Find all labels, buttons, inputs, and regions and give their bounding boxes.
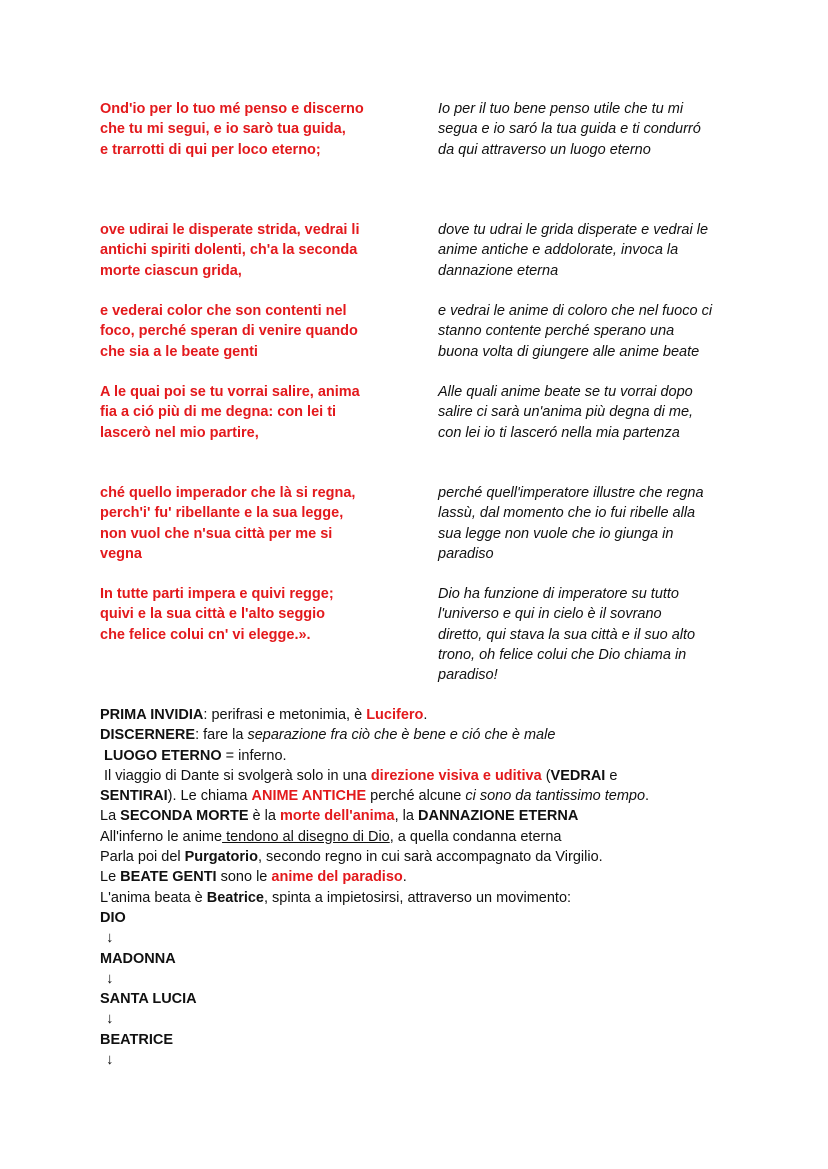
note-anime-antiche: SENTIRAI). Le chiama ANIME ANTICHE perché alcune ci sono da tantissimo tempo. [100, 788, 650, 805]
translation: e vedrai le anime di coloro che nel fuoco ci stanno contente perché sperano una buona volta di giungere alle anime beate [438, 303, 713, 360]
original-verse: ove udirai le disperate strida, vedrai li antichi spiriti dolenti, ch'a la seconda morte ciascun grida, [100, 222, 360, 279]
original-verse: Ond'io per lo tuo mé penso e discerno che tu mi segui, e io sarò tua guida, e trarrotti di qui per loco eterno; [100, 101, 364, 158]
down-arrow-icon: ↓ [106, 929, 114, 947]
note-seconda-morte: La SECONDA MORTE è la morte dell'anima, la DANNAZIONE ETERNA [100, 808, 579, 825]
original-verse: A le quai poi se tu vorrai salire, anima fia a ció più di me degna: con lei ti lascerò nel mio partire, [100, 384, 360, 441]
original-verse: In tutte parti impera e quivi regge; quivi e la sua città e l'alto seggio che felice colui cn' vi elegge.». [100, 586, 334, 643]
original-verse: e vederai color che son contenti nel foco, perché speran di venire quando che sia a le beate genti [100, 303, 358, 360]
note-purgatorio: Parla poi del Purgatorio, secondo regno in cui sarà accompagnato da Virgilio. [100, 849, 603, 866]
down-arrow-icon: ↓ [106, 969, 114, 987]
sequence-item-santa-lucia: SANTA LUCIA [100, 991, 197, 1008]
translation: perché quell'imperatore illustre che regna lassù, dal momento che io fui ribelle alla sua legge non vuole che io giunga in paradiso [438, 485, 704, 562]
down-arrow-icon: ↓ [106, 1010, 114, 1028]
translation: Dio ha funzione di imperatore su tutto l'universo e qui in cielo è il sovrano diretto, qui stava la sua città e il suo alto trono, oh felice colui che Dio chiama in paradiso! [438, 586, 696, 684]
original-verse: ché quello imperador che là si regna, perch'i' fu' ribellante e la sua legge, non vuol che n'sua città per me si vegna [100, 485, 356, 562]
translation: Io per il tuo bene penso utile che tu mi segua e io saró la tua guida e ti condurró da qui attraverso un luogo eterno [438, 101, 701, 158]
sequence-item-dio: DIO [100, 909, 126, 926]
note-beatrice: L'anima beata è Beatrice, spinta a impietosirsi, attraverso un movimento: [100, 889, 572, 906]
note-discernere: DISCERNERE: fare la separazione fra ciò che è bene e ció che è male [100, 727, 556, 744]
note-inferno: All'inferno le anime tendono al disegno di Dio, a quella condanna eterna [100, 828, 562, 845]
note-viaggio: Il viaggio di Dante si svolgerà solo in una direzione visiva e uditiva (VEDRAI e [100, 767, 618, 784]
note-luogo-eterno: LUOGO ETERNO = inferno. [100, 747, 287, 764]
translation: Alle quali anime beate se tu vorrai dopo salire ci sarà un'anima più degna di me, con lei io ti lasceró nella mia partenza [438, 384, 694, 441]
translation: dove tu udrai le grida disperate e vedrai le anime antiche e addolorate, invoca la dannazione eterna [438, 222, 709, 279]
sequence-item-madonna: MADONNA [100, 950, 176, 967]
down-arrow-icon: ↓ [106, 1051, 114, 1069]
notes-section [100, 705, 740, 1070]
note-beate-genti: Le BEATE GENTI sono le anime del paradiso. [100, 869, 407, 886]
sequence-item-beatrice: BEATRICE [100, 1031, 174, 1048]
note-prima-invidia: PRIMA INVIDIA: perifrasi e metonimia, è Lucifero. [100, 707, 428, 723]
